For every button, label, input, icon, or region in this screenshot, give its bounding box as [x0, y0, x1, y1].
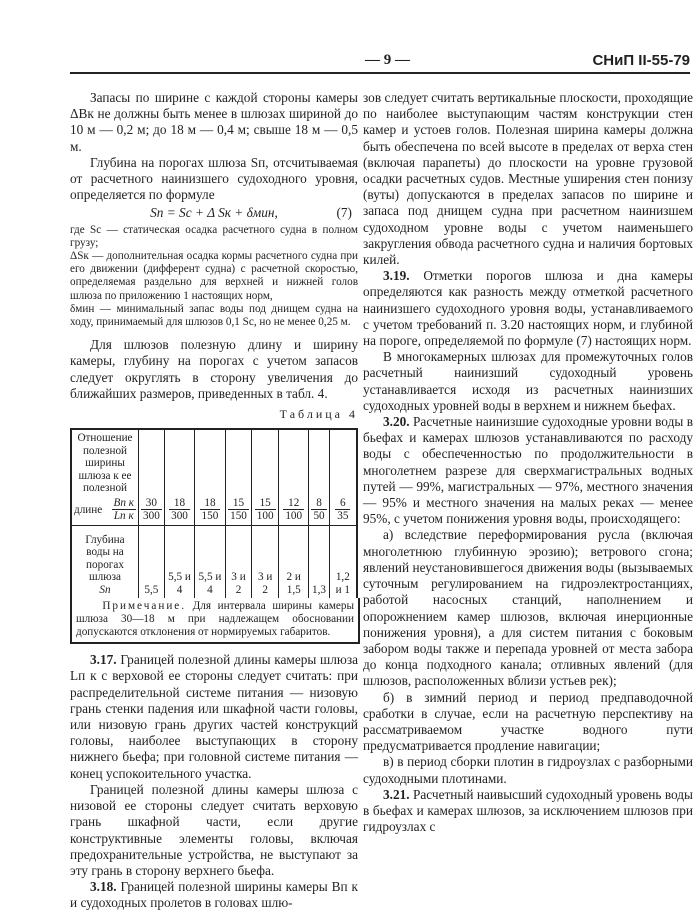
ratio-cell: $\frac{6}{35}$ [329, 429, 357, 525]
section-3-21 [363, 787, 693, 836]
section-number: 3.21. [383, 786, 410, 802]
row-header-symbol: Sп [99, 583, 111, 596]
fraction-denominator: Lп к [113, 510, 134, 523]
section-3-20 [363, 414, 693, 527]
definition-dmin: δмин — минимальный запас воды под днищем судна на ходу, принимаемый для шлюзов 0,1 Sс, но не менее 0,25 м. [70, 302, 358, 329]
ratio-cell: $\frac{30}{300}$ [139, 429, 165, 525]
right-column [363, 90, 693, 835]
list-item-b: б) в зимний период и период предпаводочной сработки в случае, если на расчетную перспективу на рассматриваемом участке водного пути предусматривается продление навигации; [363, 689, 693, 754]
formula-7 [70, 205, 358, 221]
section-3-17 [70, 652, 358, 782]
document-id: СНиП II-55-79 [592, 52, 690, 69]
paragraph-continuation: зов следует считать вертикальные плоскости, проходящие по наиболее выступающим частям конструкции стен камер и устоев голов. Полезная ширина камеры должна быть обеспечена по всей высоте в пределах от верха стен (включая парапеты) до плоскости на уровне грузовой осадки расчетных судов. Местные уширения стен понизу (вуты) допускаются в пределах запасов по ширине и запаса под днищем судна при расчетном наинизшем судоходном уровне воды с учетом наименьшего закругления обвода расчетного судна и наличия бортовых килей. [363, 90, 693, 268]
paragraph-downstream-boundary: Границей полезной длины камеры шлюза с низовой ее стороны следует считать верховую грань шкафной части, если другие конструктивные элементы головы, включая предохранительные устройства, не выступают за эту грань в сторону верхнего бьефа. [70, 781, 358, 878]
row-header-formula [74, 497, 136, 523]
left-column [70, 90, 358, 912]
depth-cell: 5,5 и 4 [164, 525, 194, 598]
row-header-text: Отношение полезной ширины шлюза к ее полезной [77, 432, 133, 495]
section-number: 3.17. [90, 652, 117, 668]
section-text: Границей полезной ширины камеры Bп к и судоходных пролетов в головах шлю- [70, 879, 359, 911]
fraction-numerator: Bп к [113, 496, 134, 509]
table-caption: Таблица 4 [279, 407, 358, 422]
section-number: 3.19. [383, 268, 410, 284]
paragraph-sill-depth: Глубина на порогах шлюза Sп, отсчитываемая от расчетного наинизшего судоходного уровня, определяется по формуле [70, 154, 358, 203]
paragraph-width-margins: Запасы по ширине с каждой стороны камеры ΔBк не должны быть менее в шлюзах шириной до 10 м — 0,2 м; до 18 м — 0,4 м; свыше 18 м — 0,5 м. [70, 90, 358, 154]
formula-expression: Sп = Sс + Δ Sк + δмин, [150, 205, 278, 221]
table-row-ratio [71, 429, 357, 525]
list-item-c: в) в период сборки плотин в гидроузлах с разборными судоходными плотинами. [363, 754, 693, 786]
depth-cell: 3 и 2 [252, 525, 279, 598]
page-header [70, 50, 690, 74]
paragraph-rounding: Для шлюзов полезную длину и ширину камеры, глубину на порогах с учетом запасов следует округлять в сторону увеличения до ближайших размеров, приведенных в табл. 4. [70, 337, 358, 401]
table-4 [70, 428, 358, 598]
ratio-cell: $\frac{15}{150}$ [225, 429, 252, 525]
row-header-depth [71, 525, 139, 598]
depth-cell: 1,3 [309, 525, 329, 598]
page-number: — 9 — [365, 52, 410, 68]
ratio-cell: $\frac{12}{100}$ [279, 429, 309, 525]
formula-definitions [70, 224, 358, 330]
row-header-text: Глубина воды на порогах шлюза [85, 533, 125, 584]
depth-cell: 5,5 и 4 [195, 525, 225, 598]
table-row-depth [71, 525, 357, 598]
note-text: Для интервала ширины камеры шлюза 30—18 м при надлежащем обосновании допускаются отклонения от нормируемых габаритов. [76, 600, 354, 639]
section-text: Отметки порогов шлюза и дна камеры определяются как разность между отметкой расчетного наинизшего судоходного уровня воды, устанавливаемого с учетом требований п. 3.20 настоящих норм, и глубиной на пороге, определяемой по формуле (7) настоящих норм. [363, 268, 693, 349]
note-label: Примечание. [102, 600, 187, 613]
paragraph-multichamber: В многокамерных шлюзах для промежуточных голов расчетный наинизший судоходный уровень устанавливается исходя из расчетных наинизших судоходных уровней воды в верхнем и нижнем бьефах. [363, 349, 693, 413]
depth-cell: 2 и 1,5 [279, 525, 309, 598]
section-text: Расчетный наивысший судоходный уровень воды в бьефах и камерах шлюзов, за исключением шлюзов при гидроузлах с [363, 786, 693, 835]
depth-cell: 5,5 [139, 525, 165, 598]
ratio-cell: $\frac{18}{150}$ [195, 429, 225, 525]
ratio-cell: $\frac{8}{50}$ [309, 429, 329, 525]
depth-cell: 3 и 2 [225, 525, 252, 598]
ratio-fraction [112, 497, 136, 523]
table-note [70, 598, 360, 644]
formula-number: (7) [336, 205, 352, 221]
definition-dsk: ΔSк — дополнительная осадка кормы расчетного судна при его движении (дифферент судна) с расчетной скоростью, определяемая раздельно для верхней и нижней голов шлюза по приложению 1 настоящих норм, [70, 250, 358, 302]
section-number: 3.20. [383, 414, 410, 430]
list-item-a: а) вследствие переформирования русла (включая многолетнюю глубинную эрозию); ветрового сгона; явлений неустановившегося движения воды (вызываемых суточным регулированием на гидроэлектростанциях, работой насосных станций, наполнением и опорожнением камер шлюзов, включая инерционные понижения уровня), а для систем питания с боковым забором воды также и перепада уровней от места забора до конца подходного канала; отливных явлений (для шлюзов, расположенных вблизи устьев рек); [363, 527, 693, 689]
definition-sc: где Sс — статическая осадка расчетного судна в полном грузу; [70, 223, 358, 249]
ratio-cell: $\frac{18}{300}$ [164, 429, 194, 525]
section-3-19 [363, 268, 693, 349]
depth-cell: 1,2 и 1 [329, 525, 357, 598]
section-text: Границей полезной длины камеры шлюза Lп к с верховой ее стороны следует считать: при распределительной системе питания — низовую грань стенки падения или шкафной части головы, или низовую грань других частей конструкций головы, наиболее выступающих в сторону нижнего бьефа; при головной системе питания — конец успокоительного участка. [70, 652, 358, 781]
row-header-tail: длине [74, 503, 103, 516]
ratio-cell: $\frac{15}{100}$ [252, 429, 279, 525]
section-number: 3.18. [90, 879, 117, 895]
section-text: Расчетные наинизшие судоходные уровни воды в бьефах и камерах шлюзов устанавливаются по расходу воды с обеспеченностью по продолжительности в многолетнем разрезе для сверхмагистральных водных путей — 99%, магистральных — 97%, местного значения — 95% и местного значения на малых реках — менее 95%, с учетом понижения уровня воды, происходящего: [363, 414, 693, 527]
row-header-ratio [71, 429, 139, 525]
